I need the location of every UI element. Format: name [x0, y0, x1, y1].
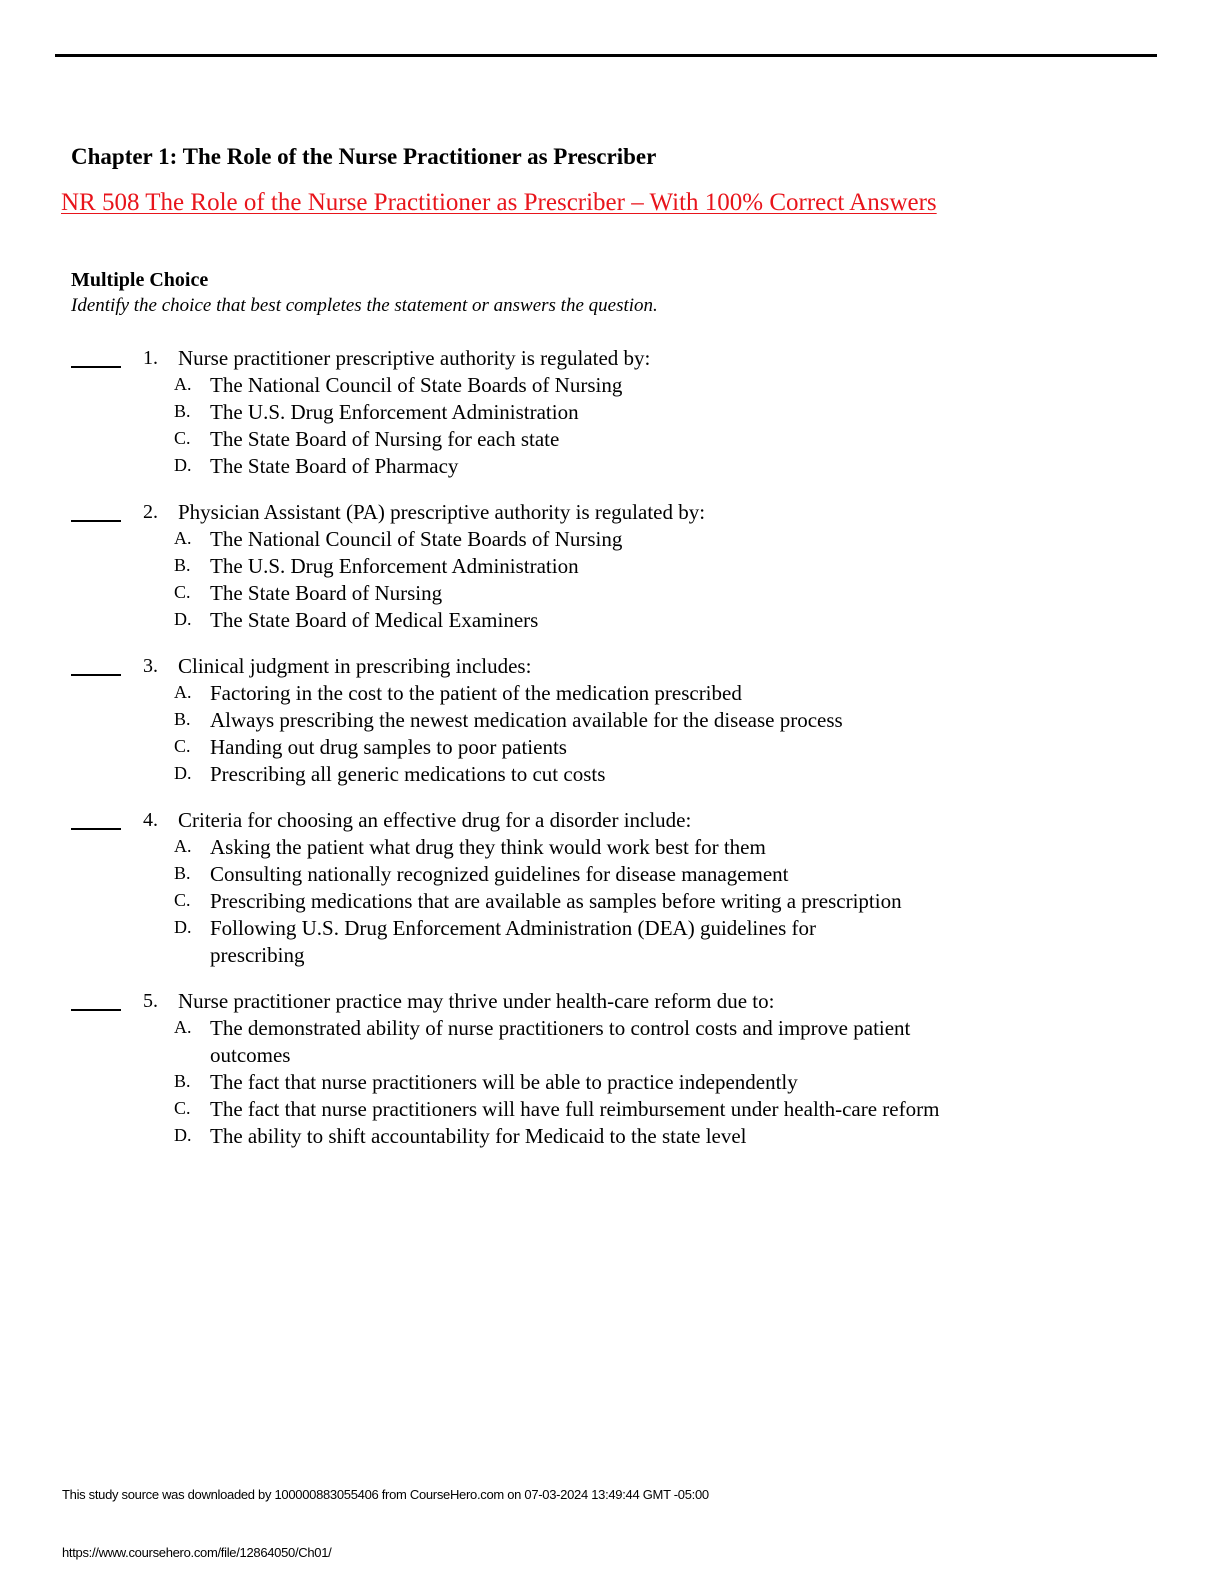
- question-number: 3.: [143, 655, 158, 677]
- answer-option: [0, 1096, 970, 1123]
- option-letter: D.: [174, 455, 192, 475]
- option-text: Always prescribing the newest medication available for the disease process: [210, 708, 843, 732]
- option-letter: A.: [174, 1017, 192, 1037]
- option-text: The National Council of State Boards of Nursing: [210, 373, 623, 397]
- question-3: [0, 652, 1224, 788]
- option-text: The U.S. Drug Enforcement Administration: [210, 554, 579, 578]
- answer-option: [0, 372, 1000, 399]
- answer-option: [0, 915, 900, 969]
- answer-option: [0, 553, 1000, 580]
- course-title-link[interactable]: NR 508 The Role of the Nurse Practitioner as Prescriber – With 100% Correct Answers: [61, 189, 937, 216]
- option-text: The fact that nurse practitioners will have full reimbursement under health-care reform: [210, 1097, 940, 1121]
- question-1: [0, 344, 1224, 480]
- question-number: 5.: [143, 990, 158, 1012]
- option-letter: B.: [174, 709, 191, 729]
- question-text: Nurse practitioner prescriptive authority is regulated by:: [178, 346, 651, 370]
- answer-option: [0, 580, 1000, 607]
- top-rule: [55, 54, 1157, 57]
- option-letter: A.: [174, 528, 192, 548]
- option-letter: A.: [174, 374, 192, 394]
- answer-option: [0, 1015, 940, 1069]
- option-text: The fact that nurse practitioners will be able to practice independently: [210, 1070, 798, 1094]
- answer-option: [0, 399, 1000, 426]
- option-letter: A.: [174, 836, 192, 856]
- option-letter: D.: [174, 1125, 192, 1145]
- option-letter: B.: [174, 1071, 191, 1091]
- option-letter: D.: [174, 917, 192, 937]
- question-text: Criteria for choosing an effective drug for a disorder include:: [178, 808, 692, 832]
- question-4: [0, 806, 1224, 969]
- option-text: Consulting nationally recognized guidelines for disease management: [210, 862, 789, 886]
- answer-blank[interactable]: [71, 366, 121, 368]
- option-text: The State Board of Nursing: [210, 581, 443, 605]
- option-text: Prescribing medications that are available as samples before writing a prescription: [210, 889, 902, 913]
- answer-option: [0, 834, 1000, 861]
- answer-option: [0, 526, 1000, 553]
- answer-option: [0, 1123, 1000, 1150]
- option-text: The State Board of Nursing for each state: [210, 427, 560, 451]
- option-text: Handing out drug samples to poor patients: [210, 735, 567, 759]
- answer-option: [0, 888, 1000, 915]
- question-text: Clinical judgment in prescribing includes:: [178, 654, 532, 678]
- footer-source-note: This study source was downloaded by 100000883055406 from CourseHero.com on 07-03-2024 13:49:44 GMT -05:00: [62, 1487, 709, 1502]
- option-text: Following U.S. Drug Enforcement Administration (DEA) guidelines for prescribing: [210, 916, 816, 967]
- option-letter: C.: [174, 428, 191, 448]
- chapter-title: Chapter 1: The Role of the Nurse Practitioner as Prescriber: [71, 144, 657, 169]
- question-text: Nurse practitioner practice may thrive under health-care reform due to:: [178, 989, 775, 1013]
- answer-blank[interactable]: [71, 520, 121, 522]
- option-text: The demonstrated ability of nurse practitioners to control costs and improve patient outcomes: [210, 1016, 911, 1067]
- option-text: The U.S. Drug Enforcement Administration: [210, 400, 579, 424]
- option-letter: D.: [174, 609, 192, 629]
- answer-option: [0, 707, 1000, 734]
- option-letter: B.: [174, 555, 191, 575]
- answer-option: [0, 453, 1000, 480]
- answer-blank[interactable]: [71, 828, 121, 830]
- question-text: Physician Assistant (PA) prescriptive authority is regulated by:: [178, 500, 706, 524]
- option-text: The State Board of Pharmacy: [210, 454, 459, 478]
- option-letter: C.: [174, 736, 191, 756]
- option-text: The ability to shift accountability for Medicaid to the state level: [210, 1124, 747, 1148]
- option-text: Asking the patient what drug they think would work best for them: [210, 835, 766, 859]
- footer-url[interactable]: https://www.coursehero.com/file/12864050/Ch01/: [62, 1545, 332, 1560]
- option-letter: B.: [174, 863, 191, 883]
- option-letter: A.: [174, 682, 192, 702]
- answer-option: [0, 861, 1000, 888]
- answer-option: [0, 761, 1000, 788]
- option-letter: D.: [174, 763, 192, 783]
- answer-blank[interactable]: [71, 1009, 121, 1011]
- question-number: 1.: [143, 347, 158, 369]
- answer-option: [0, 734, 1000, 761]
- answer-option: [0, 680, 1000, 707]
- question-list: [0, 344, 1224, 1168]
- answer-option: [0, 426, 1000, 453]
- question-5: [0, 987, 1224, 1150]
- option-letter: C.: [174, 582, 191, 602]
- option-text: The State Board of Medical Examiners: [210, 608, 539, 632]
- section-instructions: Identify the choice that best completes the statement or answers the question.: [71, 295, 658, 316]
- option-letter: B.: [174, 401, 191, 421]
- question-number: 2.: [143, 501, 158, 523]
- answer-option: [0, 1069, 1000, 1096]
- answer-option: [0, 607, 1000, 634]
- answer-blank[interactable]: [71, 674, 121, 676]
- option-text: Prescribing all generic medications to cut costs: [210, 762, 606, 786]
- question-2: [0, 498, 1224, 634]
- option-text: Factoring in the cost to the patient of the medication prescribed: [210, 681, 742, 705]
- option-letter: C.: [174, 1098, 191, 1118]
- section-title: Multiple Choice: [71, 269, 209, 291]
- option-letter: C.: [174, 890, 191, 910]
- question-number: 4.: [143, 809, 158, 831]
- option-text: The National Council of State Boards of Nursing: [210, 527, 623, 551]
